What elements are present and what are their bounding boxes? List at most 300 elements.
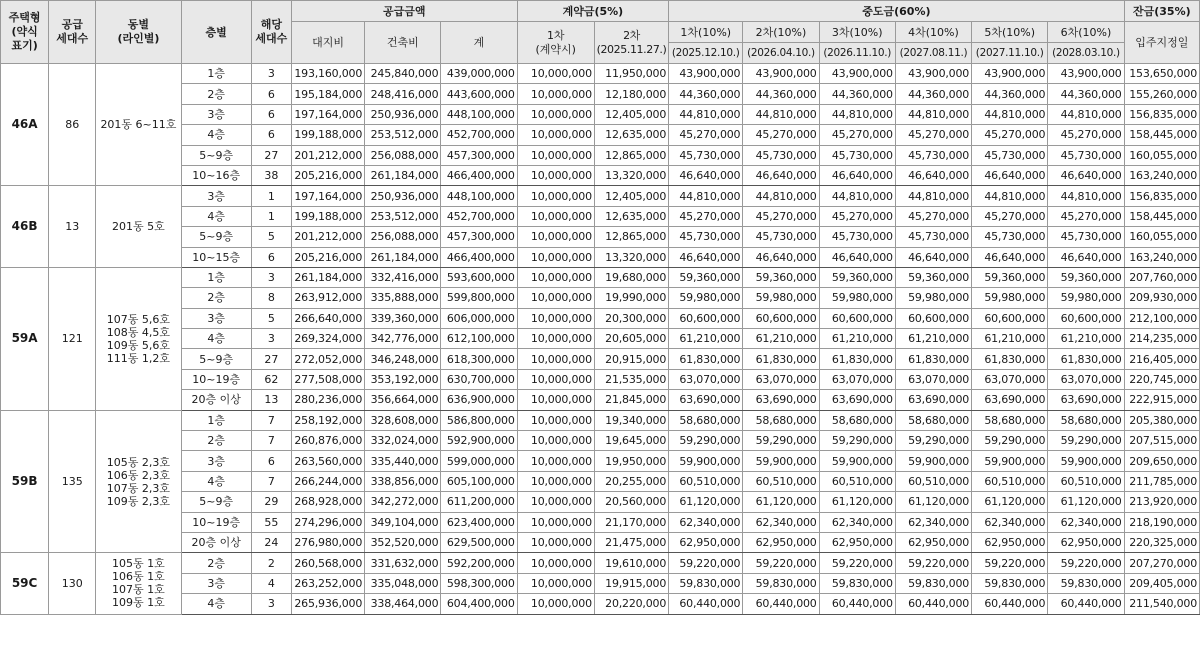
land-price-cell: 263,912,000 [291,288,364,308]
interim-2-cell: 59,220,000 [743,553,819,573]
deposit-1-cell: 10,000,000 [517,288,594,308]
interim-2-cell: 61,830,000 [743,349,819,369]
header-interim-date-6: (2028.03.10.) [1048,43,1124,64]
floor-cell: 5~9층 [181,227,251,247]
interim-3-cell: 45,730,000 [819,145,895,165]
interim-5-cell: 43,900,000 [972,64,1048,84]
balance-cell: 222,915,000 [1124,390,1199,410]
total-price-cell: 611,200,000 [441,492,517,512]
floor-cell: 1층 [181,267,251,287]
interim-1-cell: 62,340,000 [669,512,743,532]
total-price-cell: 457,300,000 [441,227,517,247]
total-price-cell: 452,700,000 [441,125,517,145]
table-row [1,145,1200,165]
interim-1-cell: 59,980,000 [669,288,743,308]
interim-3-cell: 59,290,000 [819,431,895,451]
interim-5-cell: 62,950,000 [972,532,1048,552]
interim-6-cell: 58,680,000 [1048,410,1124,430]
interim-4-cell: 46,640,000 [895,165,971,185]
units-cell: 27 [251,145,291,165]
total-price-cell: 630,700,000 [441,369,517,389]
land-price-cell: 197,164,000 [291,104,364,124]
building-price-cell: 245,840,000 [365,64,441,84]
interim-4-cell: 59,980,000 [895,288,971,308]
interim-2-cell: 60,600,000 [743,308,819,328]
units-cell: 6 [251,451,291,471]
floor-cell: 10~19층 [181,369,251,389]
floor-cell: 2층 [181,431,251,451]
interim-3-cell: 59,830,000 [819,573,895,593]
total-price-cell: 592,900,000 [441,431,517,451]
interim-3-cell: 63,070,000 [819,369,895,389]
deposit-2-cell: 12,635,000 [594,125,668,145]
interim-4-cell: 60,440,000 [895,594,971,614]
balance-cell: 212,100,000 [1124,308,1199,328]
interim-4-cell: 60,600,000 [895,308,971,328]
interim-2-cell: 63,070,000 [743,369,819,389]
total-price-cell: 636,900,000 [441,390,517,410]
balance-cell: 209,930,000 [1124,288,1199,308]
land-price-cell: 260,876,000 [291,431,364,451]
deposit-2-cell: 20,605,000 [594,329,668,349]
interim-1-cell: 63,070,000 [669,369,743,389]
supply-units: 86 [49,64,96,186]
interim-5-cell: 62,340,000 [972,512,1048,532]
interim-3-cell: 61,210,000 [819,329,895,349]
balance-cell: 158,445,000 [1124,125,1199,145]
units-cell: 7 [251,431,291,451]
balance-cell: 209,650,000 [1124,451,1199,471]
interim-1-cell: 46,640,000 [669,247,743,267]
land-price-cell: 268,928,000 [291,492,364,512]
interim-6-cell: 43,900,000 [1048,64,1124,84]
units-cell: 4 [251,573,291,593]
header-supply-price: 공급금액 [291,1,517,22]
interim-4-cell: 60,510,000 [895,471,971,491]
interim-2-cell: 45,730,000 [743,227,819,247]
building-price-cell: 256,088,000 [365,145,441,165]
building-price-cell: 335,888,000 [365,288,441,308]
land-price-cell: 193,160,000 [291,64,364,84]
interim-2-cell: 44,810,000 [743,186,819,206]
total-price-cell: 623,400,000 [441,512,517,532]
deposit-1-cell: 10,000,000 [517,349,594,369]
table-row [1,186,1200,206]
building-price-cell: 261,184,000 [365,165,441,185]
deposit-2-cell: 19,340,000 [594,410,668,430]
interim-3-cell: 62,950,000 [819,532,895,552]
interim-5-cell: 45,730,000 [972,227,1048,247]
land-price-cell: 197,164,000 [291,186,364,206]
interim-5-cell: 46,640,000 [972,165,1048,185]
units-cell: 1 [251,206,291,226]
interim-6-cell: 59,360,000 [1048,267,1124,287]
deposit-2-cell: 12,865,000 [594,227,668,247]
interim-5-cell: 61,830,000 [972,349,1048,369]
interim-3-cell: 43,900,000 [819,64,895,84]
interim-6-cell: 62,340,000 [1048,512,1124,532]
floor-cell: 4층 [181,594,251,614]
interim-3-cell: 45,730,000 [819,227,895,247]
deposit-2-cell: 20,915,000 [594,349,668,369]
building-lines: 105동 2,3호 106동 2,3호 107동 2,3호 109동 2,3호 [96,410,181,553]
interim-4-cell: 63,690,000 [895,390,971,410]
header-deposit-2: 2차 (2025.11.27.) [594,22,668,64]
header-deposit-1: 1차 (계약시) [517,22,594,64]
interim-3-cell: 46,640,000 [819,165,895,185]
interim-4-cell: 61,120,000 [895,492,971,512]
building-price-cell: 335,440,000 [365,451,441,471]
interim-1-cell: 44,810,000 [669,186,743,206]
table-row [1,532,1200,552]
header-interim-1: 1차(10%) [669,22,743,43]
floor-cell: 3층 [181,573,251,593]
deposit-1-cell: 10,000,000 [517,64,594,84]
interim-5-cell: 63,690,000 [972,390,1048,410]
deposit-2-cell: 19,680,000 [594,267,668,287]
table-row [1,471,1200,491]
deposit-2-cell: 19,610,000 [594,553,668,573]
interim-3-cell: 63,690,000 [819,390,895,410]
interim-3-cell: 60,440,000 [819,594,895,614]
header-interim-5: 5차(10%) [972,22,1048,43]
header-balance-sub: 입주지정일 [1124,22,1199,64]
supply-units: 121 [49,267,96,410]
deposit-2-cell: 20,300,000 [594,308,668,328]
floor-cell: 5~9층 [181,145,251,165]
header-interim-2: 2차(10%) [743,22,819,43]
land-price-cell: 272,052,000 [291,349,364,369]
interim-3-cell: 58,680,000 [819,410,895,430]
table-body [1,64,1200,615]
interim-6-cell: 46,640,000 [1048,247,1124,267]
units-cell: 5 [251,227,291,247]
interim-3-cell: 59,900,000 [819,451,895,471]
units-cell: 3 [251,594,291,614]
interim-1-cell: 58,680,000 [669,410,743,430]
balance-cell: 216,405,000 [1124,349,1199,369]
interim-6-cell: 61,830,000 [1048,349,1124,369]
deposit-1-cell: 10,000,000 [517,390,594,410]
interim-2-cell: 60,510,000 [743,471,819,491]
total-price-cell: 599,000,000 [441,451,517,471]
units-cell: 1 [251,186,291,206]
deposit-1-cell: 10,000,000 [517,104,594,124]
deposit-1-cell: 10,000,000 [517,206,594,226]
total-price-cell: 606,000,000 [441,308,517,328]
floor-cell: 20층 이상 [181,532,251,552]
building-lines: 201동 6~11호 [96,64,181,186]
interim-6-cell: 59,220,000 [1048,553,1124,573]
table-row [1,329,1200,349]
balance-cell: 211,540,000 [1124,594,1199,614]
interim-4-cell: 61,210,000 [895,329,971,349]
interim-1-cell: 46,640,000 [669,165,743,185]
interim-6-cell: 60,600,000 [1048,308,1124,328]
balance-cell: 207,760,000 [1124,267,1199,287]
interim-2-cell: 46,640,000 [743,165,819,185]
interim-2-cell: 62,950,000 [743,532,819,552]
units-cell: 2 [251,553,291,573]
total-price-cell: 592,200,000 [441,553,517,573]
interim-1-cell: 45,730,000 [669,145,743,165]
header-interim-date-5: (2027.11.10.) [972,43,1048,64]
deposit-1-cell: 10,000,000 [517,308,594,328]
interim-5-cell: 45,730,000 [972,145,1048,165]
deposit-1-cell: 10,000,000 [517,594,594,614]
interim-1-cell: 60,510,000 [669,471,743,491]
interim-4-cell: 59,220,000 [895,553,971,573]
housing-type: 59A [1,267,49,410]
interim-4-cell: 61,830,000 [895,349,971,369]
header-interim-date-3: (2026.11.10.) [819,43,895,64]
interim-1-cell: 61,210,000 [669,329,743,349]
interim-3-cell: 62,340,000 [819,512,895,532]
table-row [1,431,1200,451]
interim-6-cell: 45,270,000 [1048,125,1124,145]
deposit-1-cell: 10,000,000 [517,267,594,287]
land-price-cell: 277,508,000 [291,369,364,389]
interim-5-cell: 44,810,000 [972,186,1048,206]
table-row [1,84,1200,104]
units-cell: 29 [251,492,291,512]
building-price-cell: 342,776,000 [365,329,441,349]
land-price-cell: 263,560,000 [291,451,364,471]
deposit-1-cell: 10,000,000 [517,492,594,512]
interim-3-cell: 45,270,000 [819,125,895,145]
deposit-1-cell: 10,000,000 [517,329,594,349]
floor-cell: 3층 [181,186,251,206]
units-cell: 6 [251,104,291,124]
interim-5-cell: 60,440,000 [972,594,1048,614]
deposit-1-cell: 10,000,000 [517,512,594,532]
deposit-2-cell: 12,405,000 [594,104,668,124]
table-row [1,369,1200,389]
interim-5-cell: 61,120,000 [972,492,1048,512]
interim-2-cell: 59,900,000 [743,451,819,471]
header-interim-date-4: (2027.08.11.) [895,43,971,64]
interim-5-cell: 59,360,000 [972,267,1048,287]
interim-3-cell: 59,360,000 [819,267,895,287]
interim-1-cell: 62,950,000 [669,532,743,552]
interim-4-cell: 58,680,000 [895,410,971,430]
balance-cell: 211,785,000 [1124,471,1199,491]
deposit-1-cell: 10,000,000 [517,165,594,185]
table-row [1,553,1200,573]
deposit-1-cell: 10,000,000 [517,186,594,206]
table-row [1,206,1200,226]
table-row [1,492,1200,512]
header-deposit: 계약금(5%) [517,1,669,22]
balance-cell: 155,260,000 [1124,84,1199,104]
header-units: 해당 세대수 [251,1,291,64]
balance-cell: 160,055,000 [1124,145,1199,165]
table-row [1,267,1200,287]
interim-6-cell: 63,690,000 [1048,390,1124,410]
interim-3-cell: 61,120,000 [819,492,895,512]
interim-2-cell: 59,290,000 [743,431,819,451]
interim-2-cell: 60,440,000 [743,594,819,614]
interim-2-cell: 61,210,000 [743,329,819,349]
total-price-cell: 448,100,000 [441,186,517,206]
total-price-cell: 457,300,000 [441,145,517,165]
housing-type: 59B [1,410,49,553]
interim-4-cell: 63,070,000 [895,369,971,389]
housing-type: 59C [1,553,49,614]
header-supply-units: 공급 세대수 [49,1,96,64]
interim-5-cell: 59,980,000 [972,288,1048,308]
interim-6-cell: 45,730,000 [1048,227,1124,247]
units-cell: 24 [251,532,291,552]
units-cell: 13 [251,390,291,410]
building-price-cell: 328,608,000 [365,410,441,430]
interim-4-cell: 62,950,000 [895,532,971,552]
interim-4-cell: 44,810,000 [895,104,971,124]
total-price-cell: 452,700,000 [441,206,517,226]
floor-cell: 2층 [181,553,251,573]
floor-cell: 2층 [181,84,251,104]
interim-3-cell: 46,640,000 [819,247,895,267]
floor-cell: 2층 [181,288,251,308]
table-row [1,573,1200,593]
units-cell: 6 [251,125,291,145]
total-price-cell: 605,100,000 [441,471,517,491]
deposit-1-cell: 10,000,000 [517,145,594,165]
floor-cell: 4층 [181,471,251,491]
interim-6-cell: 44,810,000 [1048,104,1124,124]
table-row [1,451,1200,471]
balance-cell: 218,190,000 [1124,512,1199,532]
table-row [1,349,1200,369]
building-lines: 201동 5호 [96,186,181,268]
land-price-cell: 205,216,000 [291,165,364,185]
deposit-2-cell: 13,320,000 [594,165,668,185]
total-price-cell: 586,800,000 [441,410,517,430]
deposit-2-cell: 20,560,000 [594,492,668,512]
interim-2-cell: 59,830,000 [743,573,819,593]
interim-5-cell: 46,640,000 [972,247,1048,267]
table-row [1,227,1200,247]
header-interim-date-2: (2026.04.10.) [743,43,819,64]
building-price-cell: 253,512,000 [365,125,441,145]
balance-cell: 163,240,000 [1124,247,1199,267]
balance-cell: 160,055,000 [1124,227,1199,247]
interim-5-cell: 59,830,000 [972,573,1048,593]
land-price-cell: 199,188,000 [291,206,364,226]
building-price-cell: 352,520,000 [365,532,441,552]
deposit-1-cell: 10,000,000 [517,227,594,247]
land-price-cell: 280,236,000 [291,390,364,410]
interim-2-cell: 59,360,000 [743,267,819,287]
land-price-cell: 263,252,000 [291,573,364,593]
interim-4-cell: 46,640,000 [895,247,971,267]
interim-5-cell: 60,600,000 [972,308,1048,328]
header-building-cost: 건축비 [365,22,441,64]
deposit-1-cell: 10,000,000 [517,451,594,471]
deposit-2-cell: 20,255,000 [594,471,668,491]
interim-2-cell: 59,980,000 [743,288,819,308]
building-price-cell: 349,104,000 [365,512,441,532]
interim-2-cell: 43,900,000 [743,64,819,84]
interim-4-cell: 44,810,000 [895,186,971,206]
building-price-cell: 335,048,000 [365,573,441,593]
interim-2-cell: 45,270,000 [743,125,819,145]
total-price-cell: 599,800,000 [441,288,517,308]
interim-4-cell: 45,730,000 [895,227,971,247]
interim-4-cell: 43,900,000 [895,64,971,84]
balance-cell: 156,835,000 [1124,104,1199,124]
interim-4-cell: 59,900,000 [895,451,971,471]
deposit-1-cell: 10,000,000 [517,125,594,145]
interim-2-cell: 45,730,000 [743,145,819,165]
balance-cell: 207,270,000 [1124,553,1199,573]
header-balance: 잔금(35%) [1124,1,1199,22]
balance-cell: 205,380,000 [1124,410,1199,430]
interim-1-cell: 43,900,000 [669,64,743,84]
interim-1-cell: 45,730,000 [669,227,743,247]
land-price-cell: 260,568,000 [291,553,364,573]
interim-1-cell: 61,830,000 [669,349,743,369]
balance-cell: 207,515,000 [1124,431,1199,451]
units-cell: 55 [251,512,291,532]
interim-1-cell: 60,600,000 [669,308,743,328]
interim-2-cell: 44,360,000 [743,84,819,104]
deposit-1-cell: 10,000,000 [517,573,594,593]
header-interim-6: 6차(10%) [1048,22,1124,43]
interim-3-cell: 61,830,000 [819,349,895,369]
units-cell: 7 [251,410,291,430]
deposit-2-cell: 20,220,000 [594,594,668,614]
table-row [1,64,1200,84]
units-cell: 38 [251,165,291,185]
interim-6-cell: 61,120,000 [1048,492,1124,512]
floor-cell: 4층 [181,125,251,145]
interim-3-cell: 45,270,000 [819,206,895,226]
table-row [1,410,1200,430]
building-price-cell: 250,936,000 [365,104,441,124]
balance-cell: 156,835,000 [1124,186,1199,206]
total-price-cell: 439,000,000 [441,64,517,84]
interim-4-cell: 59,830,000 [895,573,971,593]
building-price-cell: 250,936,000 [365,186,441,206]
units-cell: 7 [251,471,291,491]
table-row [1,512,1200,532]
units-cell: 6 [251,84,291,104]
interim-1-cell: 45,270,000 [669,125,743,145]
floor-cell: 3층 [181,451,251,471]
floor-cell: 3층 [181,308,251,328]
building-lines: 107동 5,6호 108동 4,5호 109동 5,6호 111동 1,2호 [96,267,181,410]
building-price-cell: 342,272,000 [365,492,441,512]
table-row [1,247,1200,267]
land-price-cell: 195,184,000 [291,84,364,104]
deposit-2-cell: 12,635,000 [594,206,668,226]
interim-6-cell: 45,730,000 [1048,145,1124,165]
building-price-cell: 353,192,000 [365,369,441,389]
table-row [1,594,1200,614]
deposit-1-cell: 10,000,000 [517,410,594,430]
header-interim-4: 4차(10%) [895,22,971,43]
interim-4-cell: 45,270,000 [895,206,971,226]
interim-4-cell: 59,290,000 [895,431,971,451]
deposit-2-cell: 12,180,000 [594,84,668,104]
floor-cell: 3층 [181,104,251,124]
total-price-cell: 448,100,000 [441,104,517,124]
interim-4-cell: 62,340,000 [895,512,971,532]
interim-3-cell: 60,600,000 [819,308,895,328]
deposit-2-cell: 19,990,000 [594,288,668,308]
land-price-cell: 261,184,000 [291,267,364,287]
